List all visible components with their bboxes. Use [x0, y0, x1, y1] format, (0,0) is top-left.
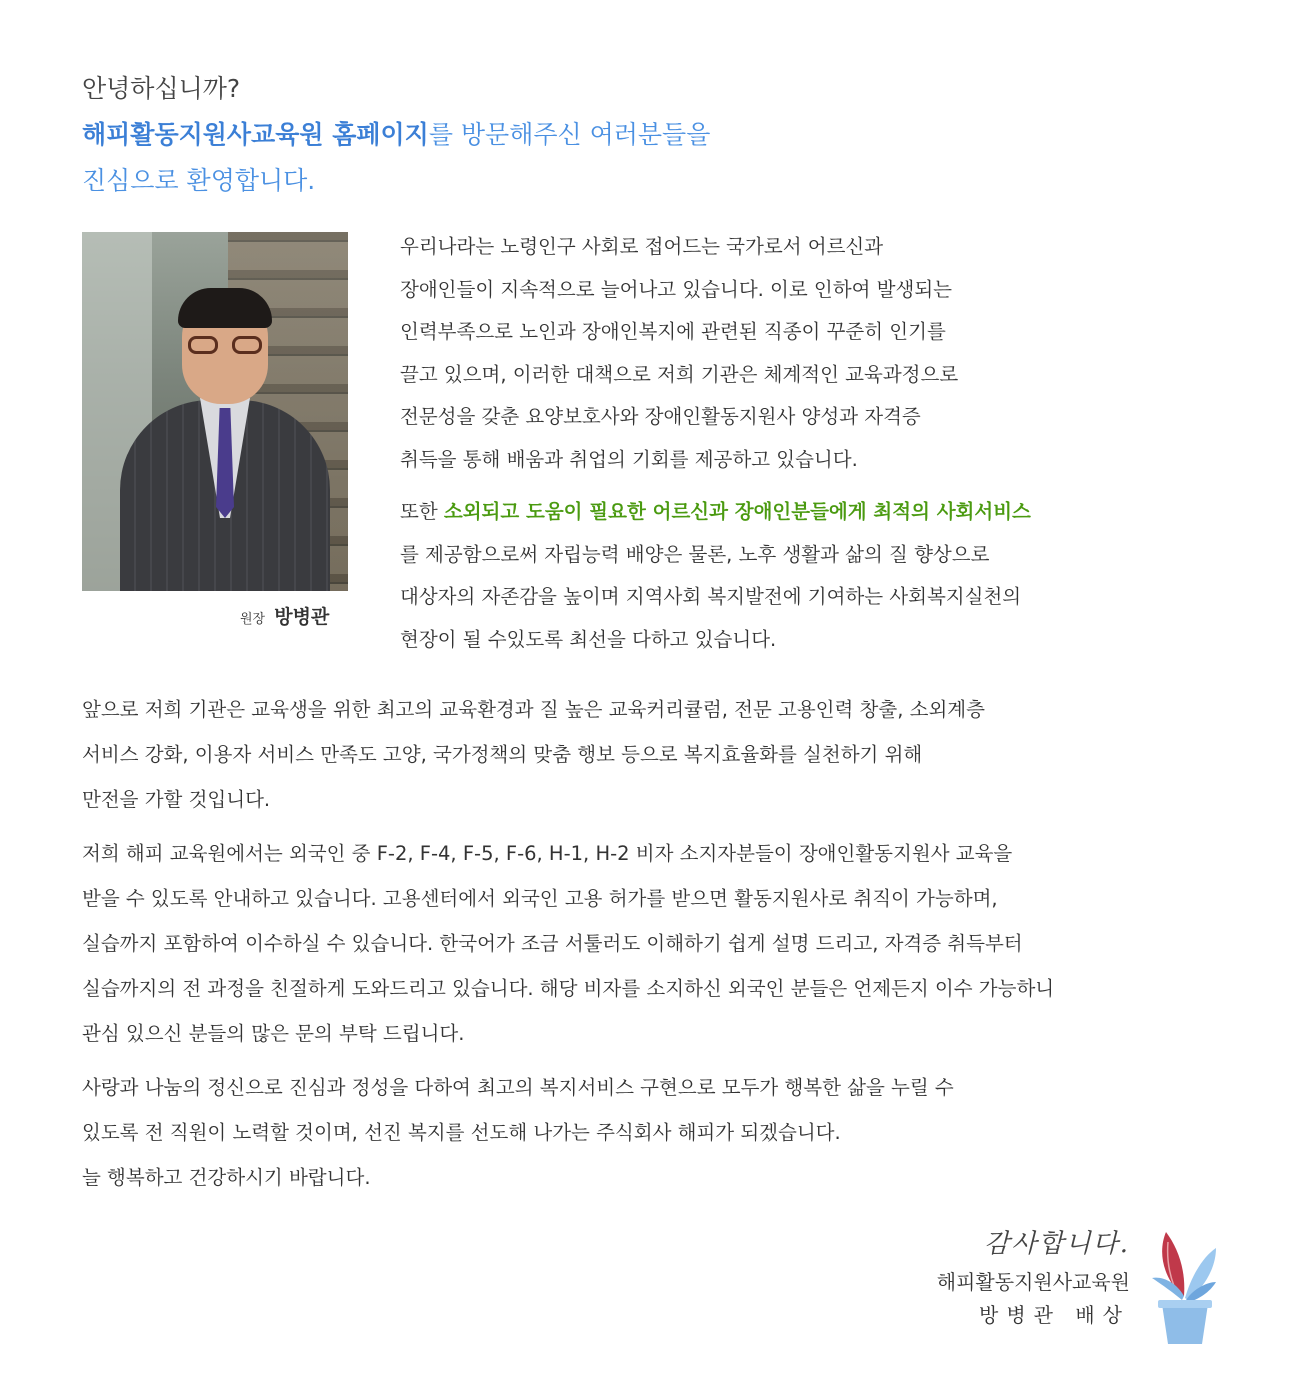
org-name: 해피활동지원사교육원 [936, 1270, 1130, 1294]
greeting-line-1: 안녕하십니까? [82, 74, 241, 103]
body-paragraph-1 [82, 688, 1282, 822]
greeting-line-3: 진심으로 환영합니다. [82, 166, 316, 195]
body-paragraph-3 [82, 1066, 1282, 1200]
body-line: 관심 있으신 분들의 많은 문의 부탁 드립니다. [82, 1021, 465, 1045]
signature-name: 방병관 배상 [979, 1303, 1130, 1327]
caption-name: 방병관 [274, 606, 330, 628]
potted-plant-icon [1152, 1226, 1218, 1346]
photo-caption [240, 602, 329, 629]
intro-paragraph-2 [400, 491, 1260, 661]
greeting-line-2 [82, 112, 710, 158]
body-line: 사랑과 나눔의 정신으로 진심과 정성을 다하여 최고의 복지서비스 구현으로 모두가 행복한 삶을 누릴 수 [82, 1076, 954, 1100]
intro-line: 를 제공함으로써 자립능력 배양은 물론, 노후 생활과 삶의 질 향상으로 [400, 542, 990, 566]
intro-line: 전문성을 갖춘 요양보호사와 장애인활동지원사 양성과 자격증 [400, 405, 921, 428]
body-line: 실습까지의 전 과정을 친절하게 도와드리고 있습니다. 해당 비자를 소지하신 외국인 분들은 언제든지 이수 가능하니 [82, 976, 1055, 1000]
intro-line: 끌고 있으며, 이러한 대책으로 저희 기관은 체계적인 교육과정으로 [400, 362, 959, 386]
body-paragraph-2 [82, 832, 1282, 1056]
intro-paragraph-1 [400, 226, 1260, 481]
intro-line: 취득을 통해 배움과 취업의 기회를 제공하고 있습니다. [400, 447, 858, 471]
body-line: 실습까지 포함하여 이수하실 수 있습니다. 한국어가 조금 서툴러도 이해하기 쉽게 설명 드리고, 자격증 취득부터 [82, 931, 1023, 955]
body-line: 만전을 가할 것입니다. [82, 787, 271, 811]
intro-line: 현장이 될 수있도록 최선을 다하고 있습니다. [400, 627, 777, 651]
highlight-text: 소외되고 도움이 필요한 어르신과 장애인분들에게 최적의 사회서비스 [443, 500, 1031, 523]
greeting-line-2-rest: 를 방문해주신 여러분들을 [428, 120, 711, 149]
body-line: 있도록 전 직원이 노력할 것이며, 선진 복지를 선도해 나가는 주식회사 해피가 되겠습니다. [82, 1121, 841, 1145]
body-line: 앞으로 저희 기관은 교육생을 위한 최고의 교육환경과 질 높은 교육커리큘럼, 전문 고용인력 창출, 소외계층 [82, 698, 985, 721]
body-line: 서비스 강화, 이용자 서비스 만족도 고양, 국가정책의 맞춤 행보 등으로 복지효율화를 실천하기 위해 [82, 742, 923, 766]
homepage-name: 해피활동지원사교육원 홈페이지 [82, 120, 429, 149]
intro-line: 인력부족으로 노인과 장애인복지에 관련된 직종이 꾸준히 인기를 [400, 320, 946, 343]
thanks-text: 감사합니다. [984, 1229, 1130, 1259]
director-photo [82, 232, 348, 591]
intro-text [400, 226, 1260, 661]
intro-line: 대상자의 자존감을 높이며 지역사회 복지발전에 기여하는 사회복지실천의 [400, 585, 1022, 608]
intro-line: 장애인들이 지속적으로 늘어나고 있습니다. 이로 인하여 발생되는 [400, 277, 952, 301]
closing-signature [937, 1222, 1130, 1331]
body-line: 늘 행복하고 건강하시기 바랍니다. [82, 1165, 371, 1189]
greeting [82, 66, 710, 204]
body-line: 저희 해피 교육원에서는 외국인 중 F-2, F-4, F-5, F-6, H-1, H-2 비자 소지자분들이 장애인활동지원사 교육을 [82, 842, 1013, 866]
caption-role: 원장 [240, 612, 266, 627]
intro-line: 우리나라는 노령인구 사회로 접어드는 국가로서 어르신과 [400, 235, 884, 258]
body-text [82, 688, 1282, 1211]
intro-para2-prefix: 또한 [400, 500, 444, 523]
body-line: 받을 수 있도록 안내하고 있습니다. 고용센터에서 외국인 고용 허가를 받으면 활동지원사로 취직이 가능하며, [82, 887, 998, 911]
